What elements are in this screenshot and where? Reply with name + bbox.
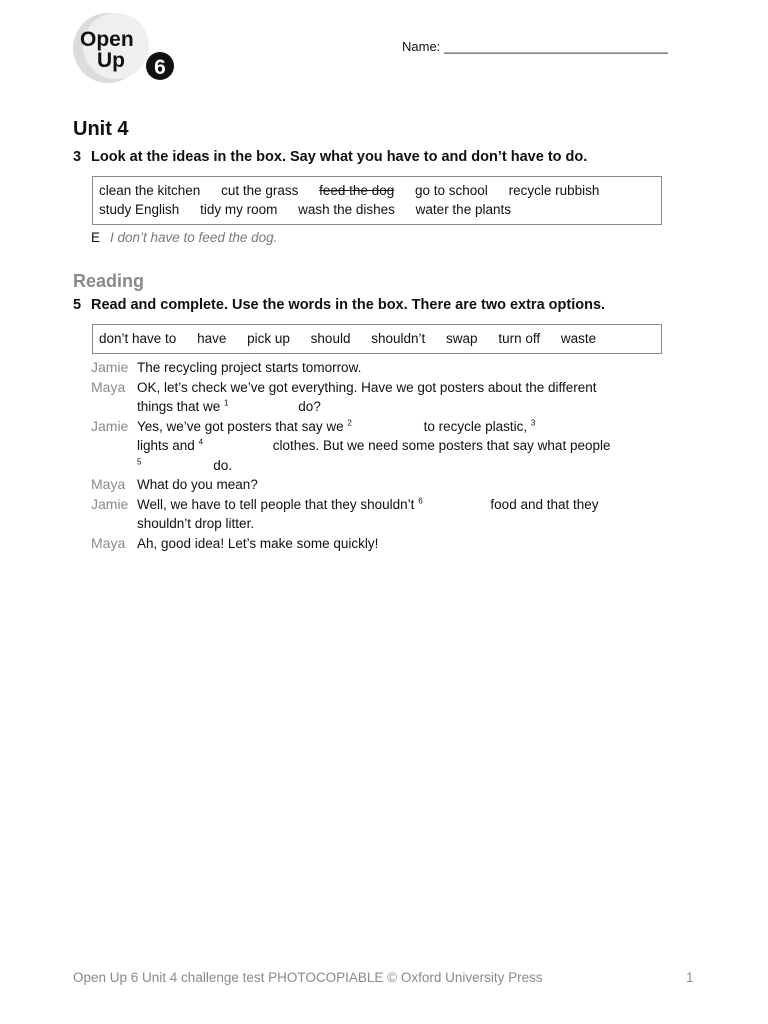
exercise-5-heading (73, 297, 605, 313)
exercise-3-number: 3 (73, 149, 82, 165)
dialogue-turn (91, 358, 651, 378)
open-up-logo-graphic (70, 12, 182, 84)
speaker-name: Maya (91, 534, 126, 551)
speaker-name: Maya (91, 378, 126, 395)
speaker-name: Jamie (91, 359, 129, 375)
logo-open-text: Open (80, 28, 134, 51)
dialogue-turn (91, 475, 651, 495)
exercise-5-number: 5 (73, 297, 82, 313)
idea-word: water the plants (415, 202, 511, 217)
idea-word: clean the kitchen (99, 183, 201, 198)
section-title-reading: Reading (73, 271, 145, 291)
gap-number: 4 (198, 437, 204, 447)
exercise-5-instruction: Read and complete. Use the words in the box. There are two extra options. (91, 297, 606, 313)
dialogue-turn (91, 495, 651, 534)
gap-number: 5 (137, 457, 142, 466)
dialogue-turn (91, 534, 651, 554)
option-word: shouldn’t (371, 331, 426, 346)
option-word: have (197, 331, 227, 346)
gap-number: 3 (530, 418, 536, 427)
idea-word: wash the dishes (298, 202, 395, 217)
idea-word: tidy my room (200, 202, 278, 217)
dialogue-text: clothes. But we need some posters that say what people (272, 438, 611, 453)
dialogue-text: to recycle plastic, (423, 418, 528, 434)
dialogue-line (137, 495, 651, 534)
open-up-logo (70, 12, 182, 84)
dialogue-line (137, 417, 651, 476)
ideas-box-row (99, 181, 655, 200)
gap-number: 2 (347, 418, 352, 427)
page-number: 1 (686, 970, 694, 985)
example-answer (91, 230, 277, 245)
word-box-row (99, 329, 655, 348)
dialogue-text: lights and (137, 438, 195, 453)
option-word: turn off (498, 331, 541, 346)
dialogue-text: do. (213, 457, 232, 473)
option-word: swap (446, 331, 478, 346)
dialogue-line (137, 378, 651, 417)
logo-up-text: Up (97, 49, 125, 72)
gap-number: 6 (418, 496, 423, 505)
dialogue-text: Yes, we’ve got posters that say we (137, 418, 344, 434)
option-word: pick up (247, 331, 290, 346)
idea-word: recycle rubbish (508, 183, 600, 198)
dialogue-text: OK, let’s check we’ve got everything. Have we got posters about the different (137, 379, 597, 395)
dialogue-turn (91, 378, 651, 417)
speaker-name: Jamie (91, 495, 129, 512)
idea-word-struck: feed the dog (319, 183, 395, 198)
exercise-3-instruction: Look at the ideas in the box. Say what you have to and don’t have to do. (91, 149, 588, 165)
speaker-name: Jamie (91, 417, 129, 434)
example-text: I don’t have to feed the dog. (110, 230, 278, 245)
speaker-name: Maya (91, 476, 126, 492)
dialogue-text: food and that they (490, 496, 599, 512)
footer-copyright: Open Up 6 Unit 4 challenge test PHOTOCOPIABLE © Oxford University Press (73, 970, 543, 985)
name-field: Name: _______________________________ (402, 39, 669, 54)
exercise-3-heading (73, 149, 587, 165)
gap-number: 1 (224, 398, 229, 408)
ideas-box-row (99, 200, 655, 219)
dialogue-line: What do you mean? (137, 477, 258, 492)
dialogue-line: The recycling project starts tomorrow. (137, 360, 362, 375)
idea-word: study English (99, 202, 180, 217)
option-word: waste (560, 331, 597, 346)
example-letter: E (91, 230, 101, 245)
idea-word: cut the grass (221, 183, 299, 198)
option-word: don’t have to (99, 331, 177, 346)
dialogue-text: things that we (137, 399, 221, 414)
dialogue-line: Ah, good idea! Let’s make some quickly! (137, 535, 379, 551)
option-word: should (310, 331, 351, 346)
dialogue-turn (91, 417, 651, 476)
ideas-box (92, 176, 662, 225)
idea-word: go to school (415, 183, 488, 198)
logo-level-number: 6 (154, 56, 166, 79)
word-box (92, 324, 662, 354)
dialogue-text: Well, we have to tell people that they shouldn’t (137, 496, 415, 512)
unit-title: Unit 4 (73, 118, 129, 140)
dialogue-text: shouldn’t drop litter. (137, 516, 255, 531)
dialogue-text: do? (298, 399, 321, 414)
dialogue (91, 358, 651, 553)
